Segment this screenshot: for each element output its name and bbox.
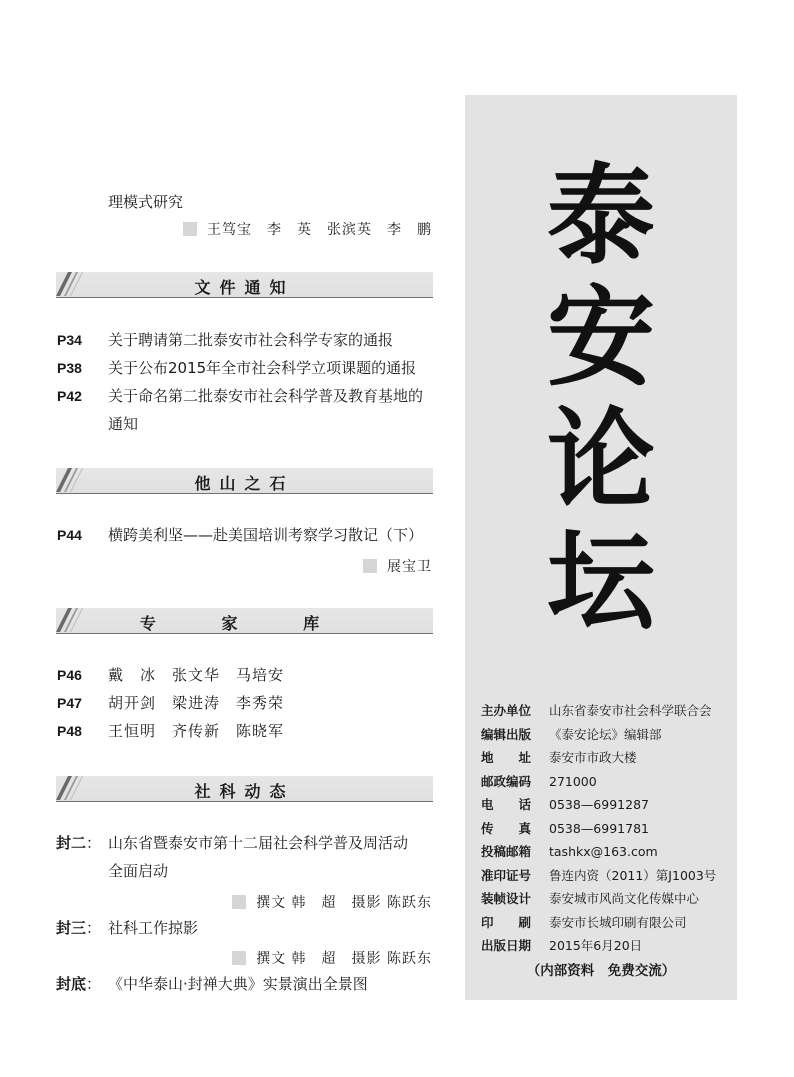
info-row-license: 准印证号 鲁连内资（2011）第J1003号 — [481, 867, 717, 883]
author-names: 展宝卫 — [387, 559, 432, 575]
page-number: P47 — [57, 695, 82, 711]
section-header-documents — [56, 272, 433, 298]
article-authors — [363, 556, 432, 576]
info-row-postcode: 邮政编码 271000 — [481, 773, 597, 789]
info-row-editor: 编辑出版 《泰安论坛》编辑部 — [481, 726, 662, 742]
section-header-abroad — [56, 468, 433, 494]
author-names: 王笃宝 李 英 张滨英 李 鹏 — [207, 222, 432, 238]
cover3-credit — [232, 948, 432, 968]
author-marker-icon — [363, 559, 377, 573]
masthead-title — [465, 155, 737, 643]
masthead-char: 坛 — [546, 519, 655, 645]
info-row-address: 地 址 泰安市市政大楼 — [481, 750, 637, 765]
item-title: 关于聘请第二批泰安市社会科学专家的通报 — [108, 331, 394, 349]
masthead-char: 泰 — [546, 153, 655, 279]
cover3-text[interactable]: 社科工作掠影 — [108, 919, 199, 937]
item-title: 王恒明 齐传新 陈晓军 — [108, 722, 285, 740]
masthead-panel — [465, 95, 737, 1000]
cover2-credit — [232, 892, 432, 912]
page-number: P44 — [57, 527, 82, 543]
credit-text: 撰文 韩 超 摄影 陈跃东 — [256, 895, 432, 911]
section-header-experts — [56, 608, 433, 634]
item-title: 横跨美利坚——赴美国培训考察学习散记（下） — [108, 526, 424, 544]
item-title: 关于公布2015年全市社会科学立项课题的通报 — [108, 359, 417, 377]
back-cover-text[interactable]: 《中华泰山·封禅大典》实景演出全景图 — [108, 975, 368, 993]
masthead-char: 论 — [546, 397, 655, 523]
masthead-char: 安 — [546, 275, 655, 401]
section-header-news — [56, 776, 433, 802]
footer-note: （内部资料 免费交流） — [526, 963, 676, 979]
info-row-sponsor: 主办单位 山东省泰安市社会科学联合会 — [481, 703, 712, 718]
page-number: P38 — [57, 360, 82, 376]
cover3-label: 封三： — [56, 919, 102, 937]
author-marker-icon — [232, 951, 246, 965]
page-number: P42 — [57, 388, 82, 404]
info-row-phone: 电 话 0538—6991287 — [481, 797, 649, 812]
page-number: P46 — [57, 667, 82, 683]
cover2-label: 封二： — [56, 834, 102, 852]
author-marker-icon — [232, 895, 246, 909]
section-title: 文件通知 — [194, 278, 295, 297]
article-title-continued: 理模式研究 — [108, 193, 184, 211]
item-title: 戴 冰 张文华 马培安 — [108, 666, 285, 684]
item-title: 胡开剑 梁进涛 李秀荣 — [108, 694, 285, 712]
cover2-text-line1[interactable]: 山东省暨泰安市第十二届社会科学普及周活动 — [108, 834, 409, 852]
page-number: P34 — [57, 332, 82, 348]
info-row-date: 出版日期 2015年6月20日 — [481, 938, 643, 953]
info-row-printer: 印 刷 泰安市长城印刷有限公司 — [481, 914, 687, 930]
back-cover-label: 封底： — [56, 975, 102, 993]
section-title: 专 家 库 — [139, 614, 350, 633]
info-row-email[interactable]: 投稿邮箱 tashkx@163.com — [481, 844, 658, 859]
section-title: 社科动态 — [194, 782, 295, 801]
item-title: 关于命名第二批泰安市社会科学普及教育基地的 — [108, 387, 424, 405]
cover2-text-line2: 全面启动 — [108, 862, 169, 880]
page-number: P48 — [57, 723, 82, 739]
section-title: 他山之石 — [194, 474, 295, 493]
credit-text: 撰文 韩 超 摄影 陈跃东 — [256, 951, 432, 967]
publication-info — [481, 699, 731, 958]
author-marker-icon — [183, 222, 197, 236]
info-row-design: 装帧设计 泰安城市风尚文化传媒中心 — [481, 891, 700, 906]
item-title: 通知 — [108, 415, 139, 433]
info-row-fax: 传 真 0538—6991781 — [481, 820, 649, 836]
article-authors — [183, 219, 432, 239]
